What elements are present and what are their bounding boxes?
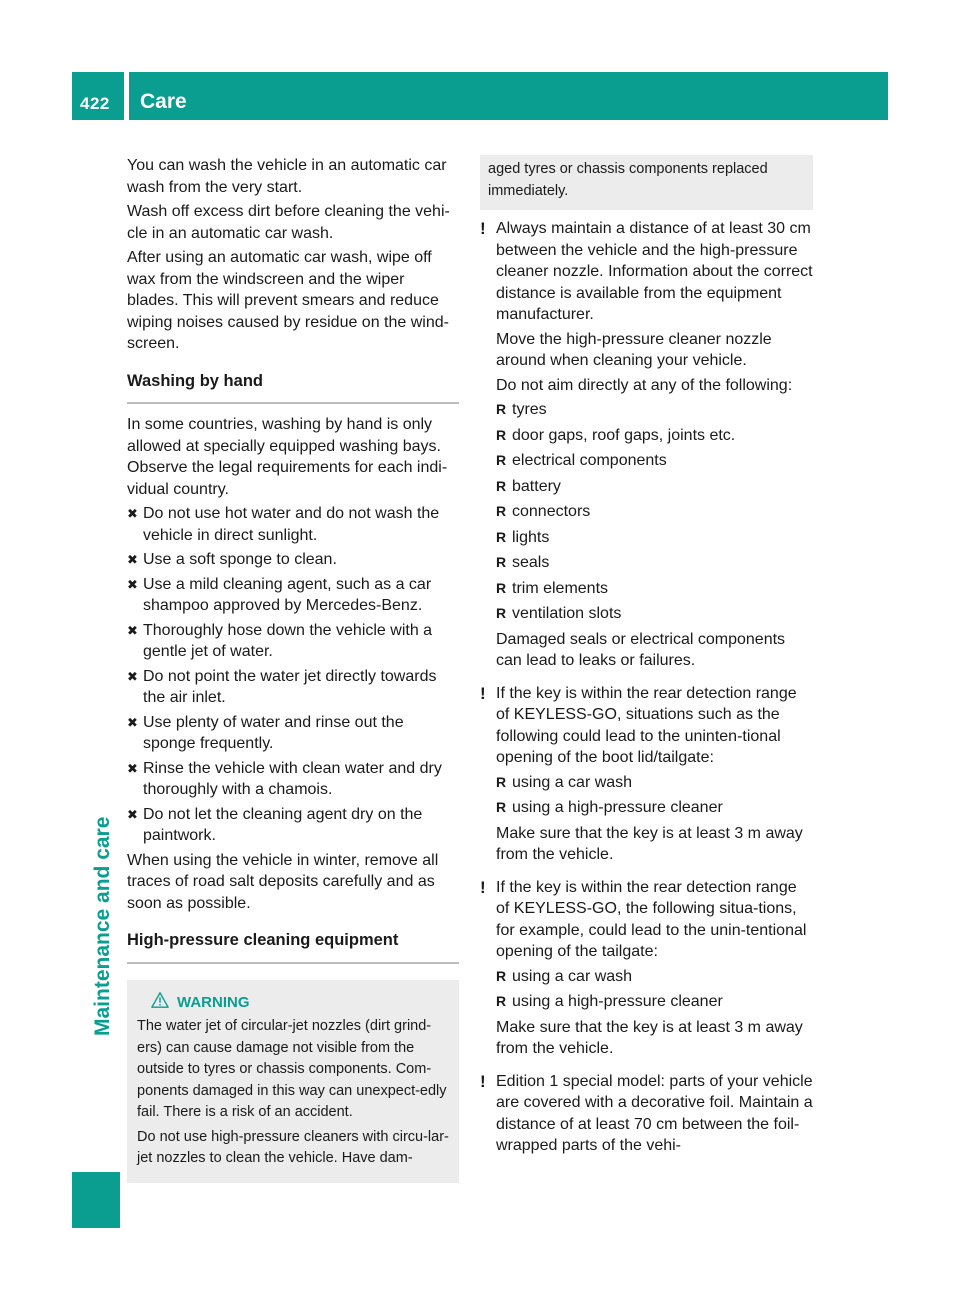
note-item (480, 1071, 813, 1157)
intro-paragraph: You can wash the vehicle in an automatic car wash from the very start. (127, 157, 447, 196)
winter-paragraph: When using the vehicle in winter, remove all traces of road salt deposits carefully and as soon as possible. (127, 851, 439, 912)
intro-paragraph: After using an automatic car wash, wipe off wax from the windscreen and the wiper blades. This will prevent smears and reduce wiping noises caused by residue on the wind-screen. (127, 249, 449, 352)
spacer (480, 675, 813, 683)
step-item (127, 666, 459, 709)
step-item (127, 574, 459, 617)
list-item-text: tyres (512, 401, 547, 418)
step-item (127, 758, 459, 801)
warning-box-continued (480, 155, 813, 210)
page-header (72, 72, 888, 120)
bullet-icon: R (496, 452, 507, 468)
step-arrow-icon: ✖ (127, 714, 138, 730)
side-tab-marker (72, 1172, 120, 1228)
left-column (127, 155, 459, 1183)
list-item-text: seals (512, 554, 550, 571)
list-item-text: trim elements (512, 579, 609, 597)
bullet-icon: R (496, 967, 507, 984)
warning-triangle-icon (151, 991, 169, 1009)
warning-text: Do not use high-pressure cleaners with circu-lar-jet nozzles to clean the vehicle. Have dam- (137, 1128, 449, 1166)
step-text: Use a soft sponge to clean. (143, 551, 337, 568)
step-arrow-icon: ✖ (127, 622, 138, 638)
note-text: Edition 1 special model: parts of your vehicle are covered with a decorative foil. Maintain a distance of at least 70 cm between the foil-wrapped parts of the vehi- (496, 1072, 813, 1154)
side-tab-label: Maintenance and care (91, 816, 114, 1036)
page-number: 422 (80, 94, 110, 113)
note-text: Always maintain a distance of at least 30 cm between the vehicle and the high-pressure cleaner nozzle. Information about the correct distance is available from the equipment manufacturer. (496, 220, 813, 323)
heading-high-pressure: High-pressure cleaning equipment (127, 930, 459, 964)
list-item (496, 425, 813, 447)
list-item-text: connectors (512, 503, 591, 520)
step-arrow-icon: ✖ (127, 806, 138, 822)
step-text: Do not point the water jet directly towards the air inlet. (143, 667, 437, 706)
bullet-icon: R (496, 579, 507, 596)
warning-title-text: WARNING (177, 993, 250, 1011)
list-item-text: using a high-pressure cleaner (512, 799, 723, 816)
bullet-icon: R (496, 477, 507, 494)
list-item (496, 527, 813, 549)
step-arrow-icon: ✖ (127, 760, 138, 776)
list-item-text: electrical components (512, 452, 667, 469)
warning-title (151, 992, 449, 1014)
list-item-text: lights (512, 528, 550, 546)
step-arrow-icon: ✖ (127, 552, 138, 567)
bullet-icon: R (496, 993, 507, 1009)
warning-text: aged tyres or chassis components replaced immediately. (488, 161, 768, 199)
exclamation-icon: ! (480, 1071, 486, 1091)
bullet-icon: R (496, 605, 507, 621)
step-text: Thoroughly hose down the vehicle with a gentle jet of water. (143, 621, 433, 660)
step-text: Use plenty of water and rinse out the sponge frequently. (143, 713, 404, 752)
warning-box (127, 980, 459, 1183)
list-item (496, 476, 813, 498)
section-title: Care (140, 90, 187, 113)
list-item-text: ventilation slots (512, 605, 622, 622)
list-item-text: battery (512, 477, 561, 495)
bullet-icon: R (496, 773, 507, 790)
header-divider (124, 72, 129, 120)
list-item (496, 603, 813, 625)
spacer (480, 1063, 813, 1071)
bullet-icon: R (496, 554, 507, 570)
step-item (127, 620, 459, 663)
list-item (496, 450, 813, 472)
note-text: If the key is within the rear detection range of KEYLESS-GO, situations such as the following could lead to the uninten-tional opening of the boot lid/tailgate: (496, 684, 797, 766)
hand-intro: In some countries, washing by hand is only allowed at specially equipped washing bays. Observe the legal requirements for each indi-vidual country. (127, 416, 448, 498)
intro-paragraph: Wash off excess dirt before cleaning the vehi-cle in an automatic car wash. (127, 203, 450, 242)
list-item (496, 772, 813, 794)
note-paragraph: Do not aim directly at any of the following: (496, 376, 793, 394)
step-item (127, 804, 459, 847)
step-item (127, 503, 459, 546)
bullet-icon: R (496, 503, 507, 519)
step-item (127, 712, 459, 755)
note-paragraph: Move the high-pressure cleaner nozzle around when cleaning your vehicle. (496, 330, 772, 369)
list-item-text: using a car wash (512, 773, 633, 791)
bullet-icon: R (496, 799, 507, 815)
bullet-icon: R (496, 401, 507, 417)
list-item (496, 578, 813, 600)
warning-text: The water jet of circular-jet nozzles (dirt grind-ers) can cause damage not visible from the outside to tyres or chassis components. Com-ponents damaged in this way can unexpect-edly fail. There is a risk of an accident. (137, 1018, 447, 1120)
note-paragraph: Make sure that the key is at least 3 m away from the vehicle. (496, 824, 803, 863)
bullet-icon: R (496, 528, 507, 545)
note-text: If the key is within the rear detection range of KEYLESS-GO, the following situa-tions, for example, could lead to the unin-tentional opening of the tailgate: (496, 878, 807, 960)
list-item (496, 991, 813, 1013)
heading-washing-by-hand: Washing by hand (127, 371, 459, 405)
step-text: Do not use hot water and do not wash the vehicle in direct sunlight. (143, 505, 440, 544)
list-item (496, 399, 813, 421)
step-text: Use a mild cleaning agent, such as a car shampoo approved by Mercedes-Benz. (143, 575, 432, 614)
step-text: Rinse the vehicle with clean water and dry thoroughly with a chamois. (143, 759, 442, 798)
note-paragraph: Damaged seals or electrical components can lead to leaks or failures. (496, 630, 786, 669)
step-arrow-icon: ✖ (127, 506, 138, 521)
exclamation-icon: ! (480, 877, 486, 897)
right-column (480, 155, 813, 1160)
list-item (496, 501, 813, 523)
exclamation-icon: ! (480, 683, 486, 703)
step-text: Do not let the cleaning agent dry on the paintwork. (143, 805, 423, 844)
spacer (480, 869, 813, 877)
list-item-text: using a car wash (512, 967, 633, 985)
note-item (480, 218, 813, 326)
exclamation-icon: ! (480, 219, 486, 238)
note-item (480, 683, 813, 769)
step-arrow-icon: ✖ (127, 668, 138, 684)
list-item-text: door gaps, roof gaps, joints etc. (512, 426, 736, 444)
note-paragraph: Make sure that the key is at least 3 m away from the vehicle. (496, 1018, 803, 1057)
list-item-text: using a high-pressure cleaner (512, 993, 723, 1010)
list-item (496, 552, 813, 574)
bullet-icon: R (496, 426, 507, 443)
list-item (496, 966, 813, 988)
list-item (496, 797, 813, 819)
step-item (127, 549, 459, 571)
note-item (480, 877, 813, 963)
step-arrow-icon: ✖ (127, 576, 138, 592)
